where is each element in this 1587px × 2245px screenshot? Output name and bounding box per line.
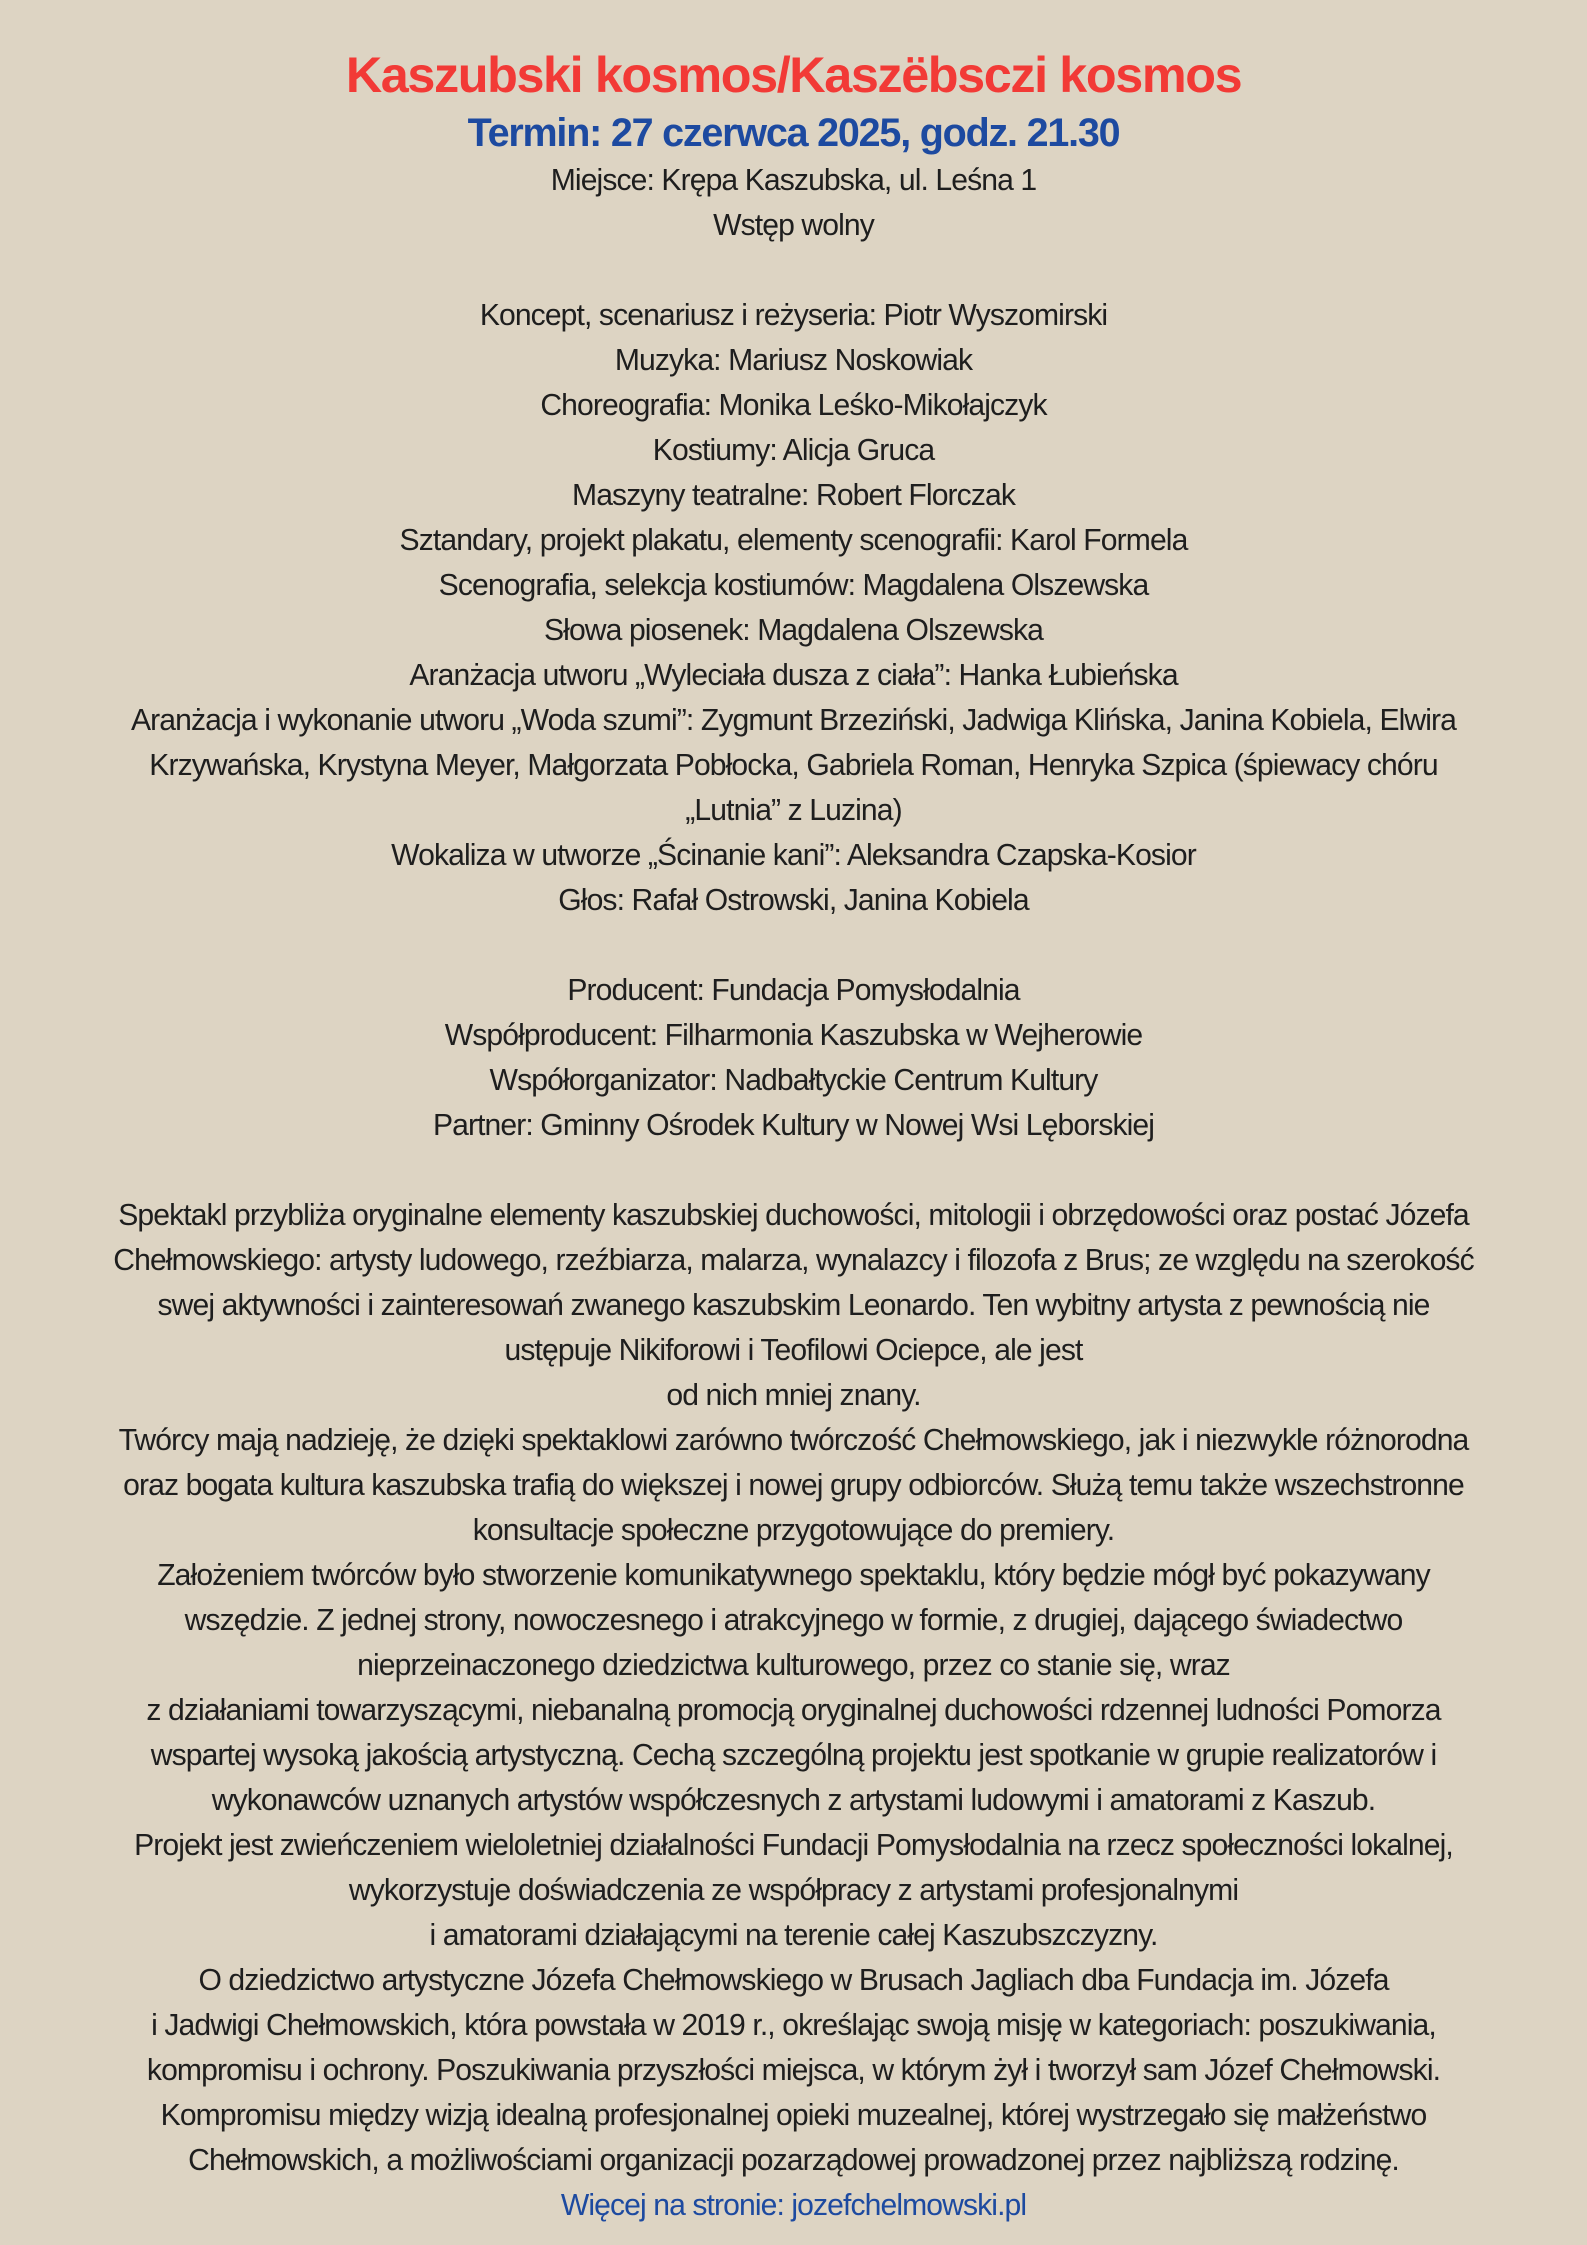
credit-line: Aranżacja i wykonanie utworu „Woda szumi”: Zygmunt Brzeziński, Jadwiga Klińska, Janina Kobiela, Elwira — [130, 704, 1457, 737]
description-line: ustępuje Nikiforowi i Teofilowi Ociepce, ale jest — [504, 1334, 1083, 1367]
description-line: swej aktywności i zainteresowań zwanego kaszubskim Leonardo. Ten wybitny artysta z pewnością nie — [157, 1289, 1430, 1322]
partner-line: Producent: Fundacja Pomysłodalnia — [567, 974, 1020, 1007]
credit-line: Sztandary, projekt plakatu, elementy scenografii: Karol Formela — [399, 524, 1188, 557]
credit-line: Choreografia: Monika Leśko-Mikołajczyk — [540, 389, 1047, 422]
description-line: od nich mniej znany. — [666, 1379, 921, 1412]
description-line: Chełmowskich, a możliwościami organizacji pozarządowej prowadzonej przez najbliższą rodzinę. — [188, 2144, 1399, 2177]
event-place: Miejsce: Krępa Kaszubska, ul. Leśna 1 — [550, 164, 1037, 197]
partners-list — [0, 968, 1587, 1148]
spacer — [0, 923, 1587, 968]
credit-line: Krzywańska, Krystyna Meyer, Małgorzata Pobłocka, Gabriela Roman, Henryka Szpica (śpiewacy chóru — [149, 749, 1438, 782]
website-link[interactable]: Więcej na stronie: jozefchelmowski.pl — [560, 2189, 1027, 2222]
description-line: Spektakl przybliża oryginalne elementy kaszubskiej duchowości, mitologii i obrzędowości oraz postać Józefa — [118, 1199, 1469, 1232]
description-line: Założeniem twórców było stworzenie komunikatywnego spektaklu, który będzie mógł być pokazywany — [157, 1559, 1430, 1592]
credits-list — [0, 293, 1587, 923]
description-line: z działaniami towarzyszącymi, niebanalną promocją oryginalnej duchowości rdzennej ludności Pomorza — [146, 1694, 1441, 1727]
description-line: Projekt jest zwieńczeniem wieloletniej działalności Fundacji Pomysłodalnia na rzecz społeczności lokalnej, — [134, 1829, 1453, 1862]
description-line: Chełmowskiego: artysty ludowego, rzeźbiarza, malarza, wynalazcy i filozofa z Brus; ze względu na szerokość — [113, 1244, 1474, 1277]
partner-line: Partner: Gminny Ośrodek Kultury w Nowej Wsi Lęborskiej — [432, 1109, 1155, 1142]
description-line: kompromisu i ochrony. Poszukiwania przyszłości miejsca, w którym żył i tworzył sam Józef Chełmowski. — [146, 2054, 1441, 2087]
description-text — [0, 1193, 1587, 2183]
credit-line: Scenografia, selekcja kostiumów: Magdalena Olszewska — [438, 569, 1149, 602]
partner-line: Współorganizator: Nadbałtyckie Centrum Kultury — [489, 1064, 1098, 1097]
description-line: i Jadwigi Chełmowskich, która powstała w 2019 r., określając swoją misję w kategoriach: poszukiwania, — [151, 2009, 1436, 2042]
spacer — [0, 248, 1587, 293]
credit-line: Kostiumy: Alicja Gruca — [652, 434, 935, 467]
description-line: wykorzystuje doświadczenia ze współpracy z artystami profesjonalnymi — [348, 1874, 1239, 1907]
description-line: wspartej wysoką jakością artystyczną. Cechą szczególną projektu jest spotkanie w grupie realizatorów i — [150, 1739, 1437, 1772]
credit-line: Wokaliza w utworze „Ścinanie kani”: Aleksandra Czapska-Kosior — [391, 839, 1196, 872]
event-date: Termin: 27 czerwca 2025, godz. 21.30 — [467, 111, 1120, 155]
description-line: wykonawców uznanych artystów współczesnych z artystami ludowymi i amatorami z Kaszub. — [211, 1784, 1376, 1817]
description-line: konsultacje społeczne przygotowujące do premiery. — [472, 1514, 1115, 1547]
description-line: Twórcy mają nadzieję, że dzięki spektaklowi zarówno twórczość Chełmowskiego, jak i niezwykle różnorodna — [118, 1424, 1469, 1457]
description-line: nieprzeinaczonego dziedzictwa kulturowego, przez co stanie się, wraz — [357, 1649, 1230, 1682]
spacer — [0, 1148, 1587, 1193]
credit-line: Aranżacja utworu „Wyleciała dusza z ciała”: Hanka Łubieńska — [409, 659, 1178, 692]
event-title: Kaszubski kosmos/Kaszëbsczi kosmos — [345, 46, 1242, 103]
partner-line: Współproducent: Filharmonia Kaszubska w Wejherowie — [444, 1019, 1143, 1052]
credit-line: „Lutnia” z Luzina) — [685, 794, 902, 827]
description-line: oraz bogata kultura kaszubska trafią do większej i nowej grupy odbiorców. Służą temu także wszechstronne — [123, 1469, 1464, 1502]
description-line: O dziedzictwo artystyczne Józefa Chełmowskiego w Brusach Jagliach dba Fundacja im. Józefa — [198, 1964, 1389, 1997]
credit-line: Głos: Rafał Ostrowski, Janina Kobiela — [558, 884, 1029, 917]
description-line: i amatorami działającymi na terenie całej Kaszubszczyzny. — [429, 1919, 1158, 1952]
credit-line: Słowa piosenek: Magdalena Olszewska — [543, 614, 1044, 647]
credit-line: Muzyka: Mariusz Noskowiak — [614, 344, 973, 377]
description-line: Kompromisu między wizją idealną profesjonalnej opieki muzealnej, której wystrzegało się małżeństwo — [160, 2099, 1427, 2132]
credit-line: Maszyny teatralne: Robert Florczak — [572, 479, 1015, 512]
description-line: wszędzie. Z jednej strony, nowoczesnego i atrakcyjnego w formie, z drugiej, dającego świadectwo — [184, 1604, 1403, 1637]
event-entry: Wstęp wolny — [713, 209, 874, 242]
credit-line: Koncept, scenariusz i reżyseria: Piotr Wyszomirski — [479, 299, 1108, 332]
